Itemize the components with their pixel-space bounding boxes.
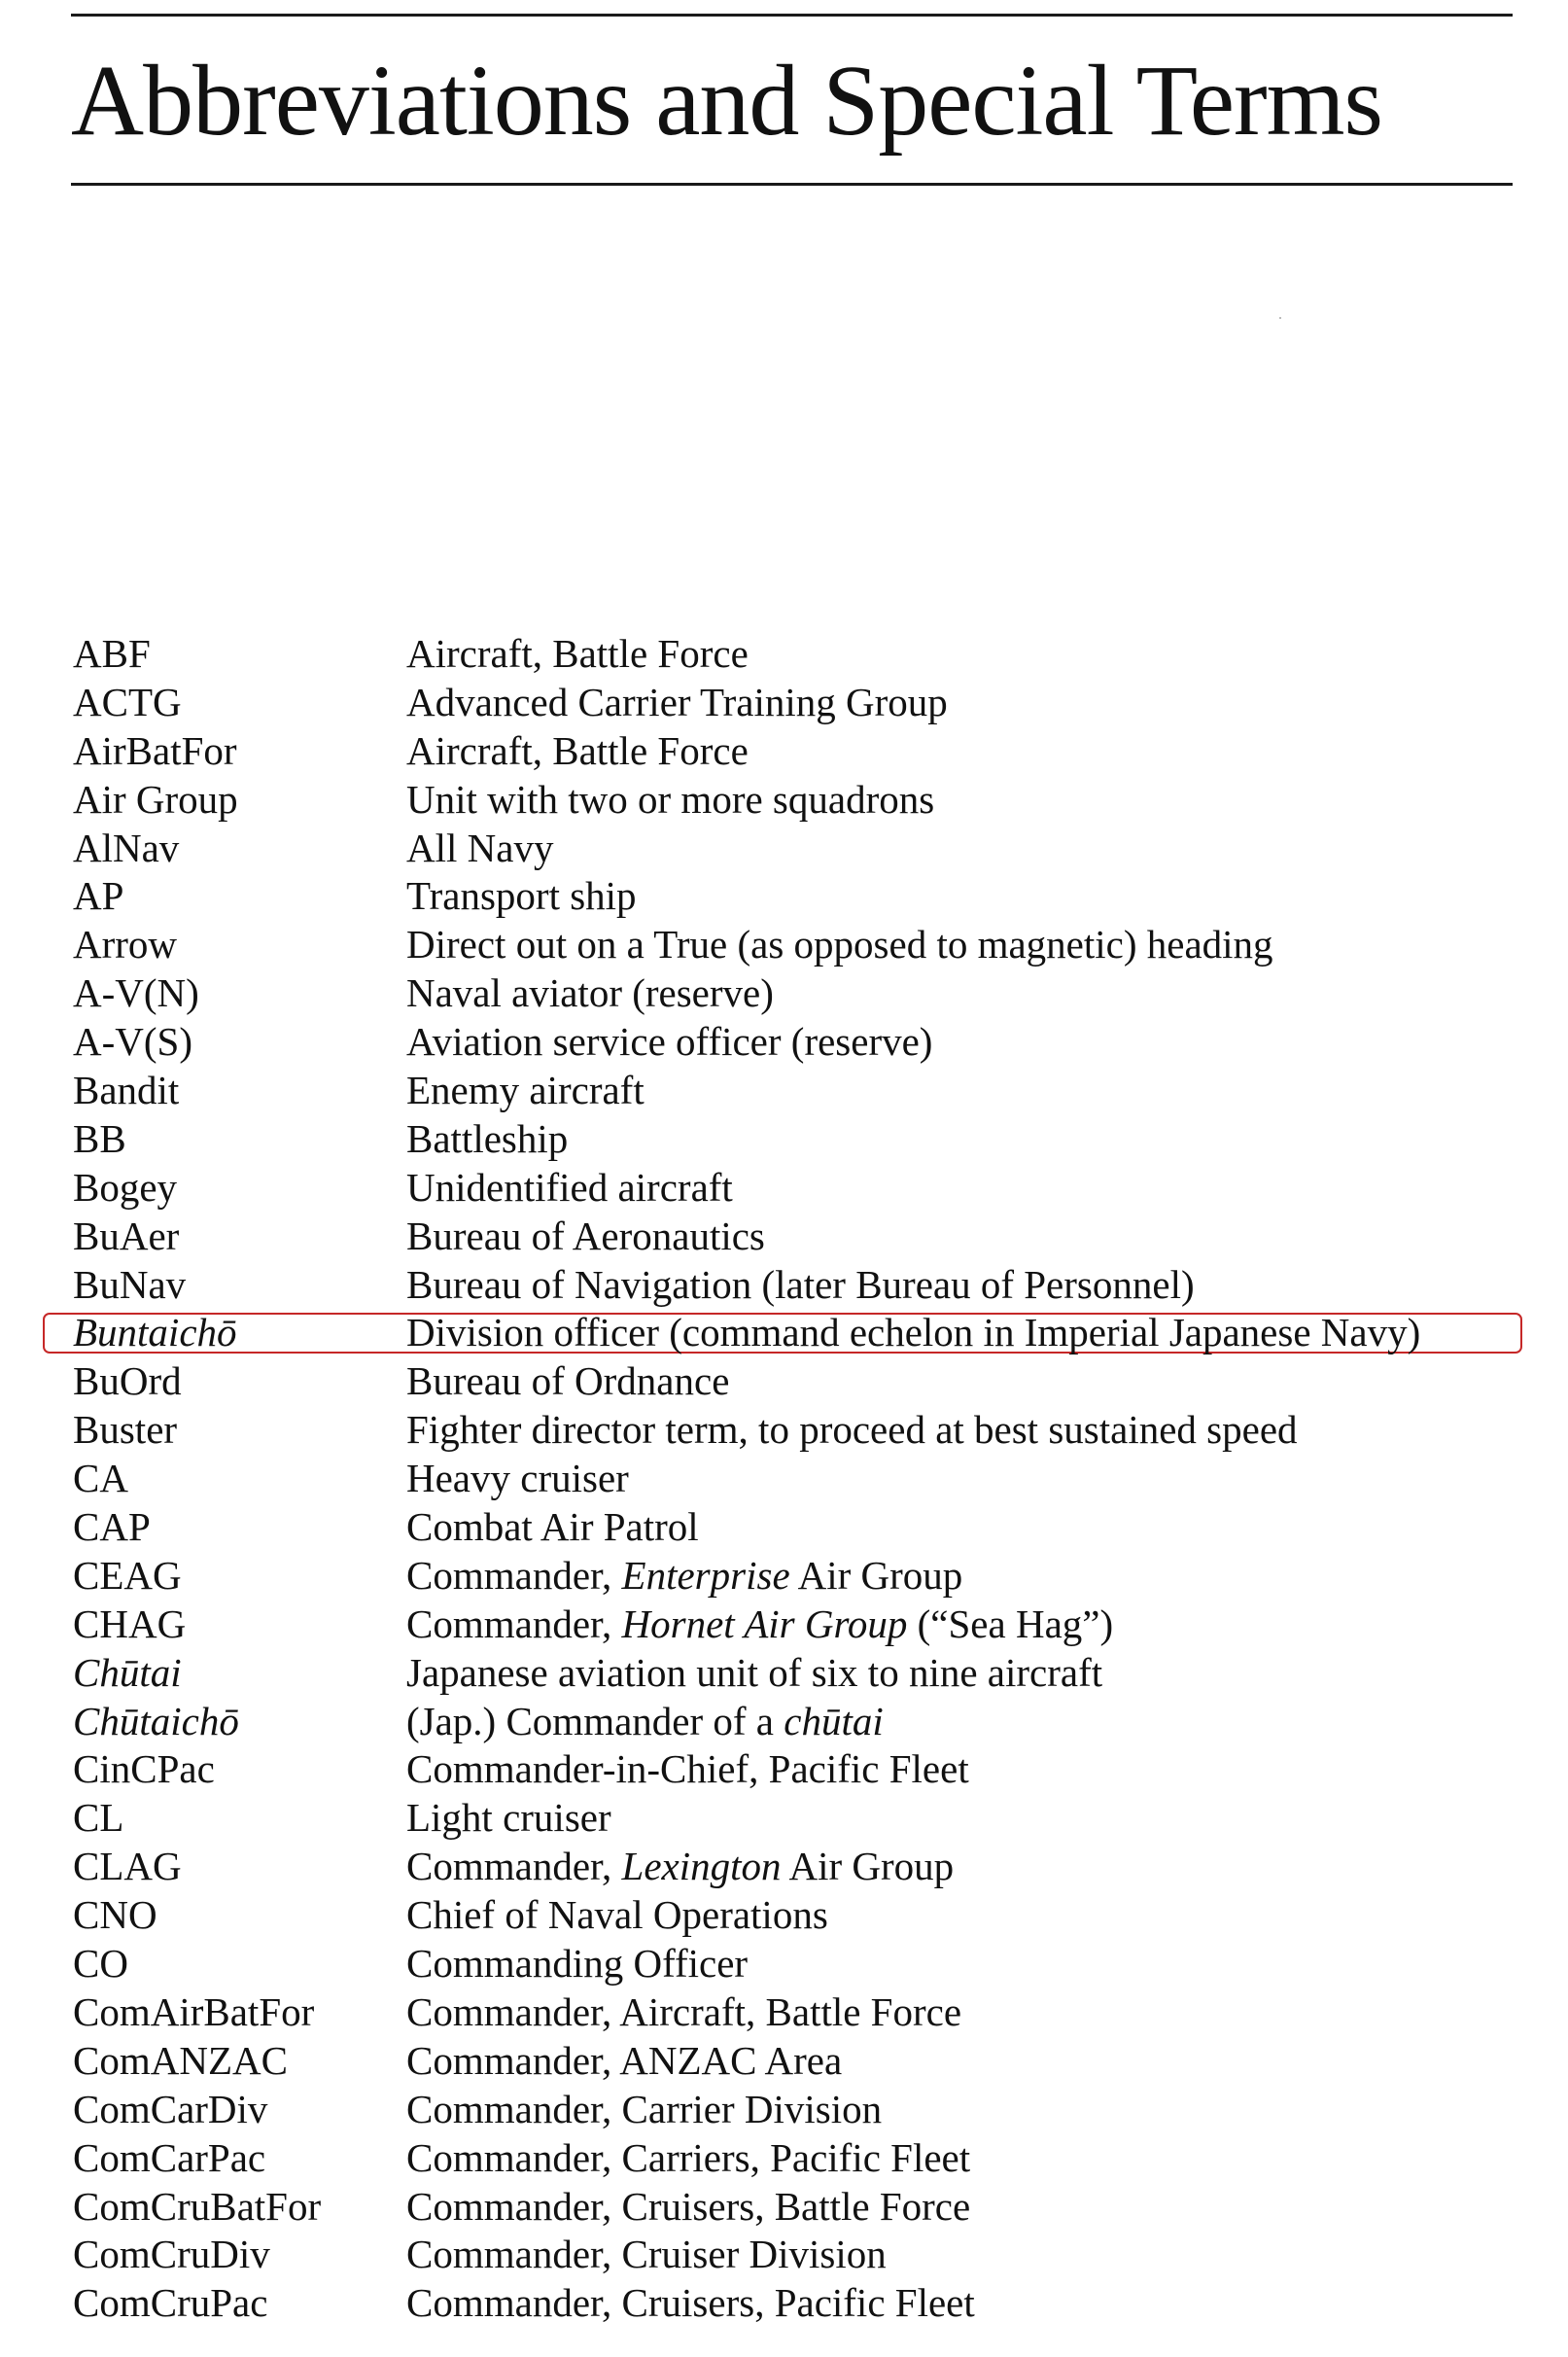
glossary-term: CO: [73, 1941, 128, 1987]
glossary-definition: Japanese aviation unit of six to nine aircraft: [406, 1649, 1103, 1695]
glossary-entry: [0, 1988, 1568, 2037]
glossary-definition: Chief of Naval Operations: [406, 1892, 828, 1938]
glossary-entry: [0, 2086, 1568, 2134]
glossary-definition: Heavy cruiser: [406, 1456, 629, 1501]
page-title: Abbreviations and Special Terms: [71, 45, 1383, 157]
glossary-entry: [0, 630, 1568, 679]
glossary-term: AlNav: [73, 825, 180, 870]
glossary-definition: [406, 1843, 954, 1891]
glossary-term: Arrow: [73, 922, 178, 967]
glossary-entry: [0, 679, 1568, 727]
glossary-entry: [0, 1455, 1568, 1503]
glossary-entry: [0, 1357, 1568, 1406]
glossary-definition: Aircraft, Battle Force: [406, 727, 749, 773]
glossary-definition: Bureau of Aeronautics: [406, 1213, 765, 1258]
glossary-term: Buster: [73, 1407, 178, 1453]
glossary-definition: Commander, ANZAC Area: [406, 2037, 843, 2083]
glossary-term: AP: [73, 873, 124, 919]
glossary-entry: [0, 1503, 1568, 1552]
glossary-entry: [0, 2037, 1568, 2086]
glossary-definition: Aircraft, Battle Force: [406, 631, 749, 676]
glossary-entry: [0, 1309, 1568, 1357]
glossary-definition: Fighter director term, to proceed at best sustained speed: [406, 1407, 1298, 1453]
glossary-term: Chūtaichō: [73, 1698, 239, 1743]
glossary-term: Buntaichō: [73, 1310, 237, 1355]
glossary-definition: Commander, Carriers, Pacific Fleet: [406, 2134, 971, 2180]
glossary-term: Air Group: [73, 776, 238, 822]
glossary-definition: Enemy aircraft: [406, 1068, 645, 1113]
glossary-entry: [0, 1745, 1568, 1794]
glossary-definition: [406, 1698, 884, 1746]
glossary-entry: [0, 1018, 1568, 1067]
glossary-entry: [0, 776, 1568, 825]
glossary-definition: Combat Air Patrol: [406, 1504, 699, 1550]
glossary-term: A-V(N): [73, 970, 199, 1016]
glossary-definition: Commander, Aircraft, Battle Force: [406, 1988, 962, 2034]
glossary-definition: [406, 1601, 1113, 1649]
glossary-term: ComCruPac: [73, 2280, 268, 2326]
glossary-term: ComANZAC: [73, 2037, 288, 2083]
glossary-term: BB: [73, 1115, 126, 1161]
glossary-list: [0, 630, 1568, 2328]
definition-part: (Jap.) Commander of a: [406, 1698, 784, 1743]
glossary-term: BuAer: [73, 1213, 180, 1258]
definition-part: Air Group: [781, 1844, 955, 1889]
glossary-entry: [0, 1213, 1568, 1261]
glossary-entry: [0, 969, 1568, 1018]
glossary-entry: [0, 2279, 1568, 2328]
glossary-term: CL: [73, 1795, 124, 1841]
glossary-entry: [0, 2183, 1568, 2232]
glossary-term: Bogey: [73, 1164, 178, 1210]
glossary-definition: Division officer (command echelon in Imperial Japanese Navy): [406, 1310, 1421, 1355]
glossary-definition: Light cruiser: [406, 1795, 611, 1841]
glossary-term: CLAG: [73, 1844, 182, 1889]
glossary-term: CHAG: [73, 1601, 187, 1646]
glossary-entry: [0, 1601, 1568, 1649]
glossary-definition: Commanding Officer: [406, 1941, 749, 1987]
glossary-entry: [0, 1552, 1568, 1601]
glossary-entry: [0, 1698, 1568, 1746]
definition-part: Enterprise: [621, 1552, 790, 1598]
glossary-entry: [0, 1891, 1568, 1940]
glossary-definition: Commander-in-Chief, Pacific Fleet: [406, 1746, 969, 1792]
glossary-term: CNO: [73, 1892, 157, 1938]
glossary-definition: Bureau of Navigation (later Bureau of Personnel): [406, 1261, 1195, 1307]
definition-part: Hornet Air Group: [621, 1601, 908, 1646]
glossary-definition: Advanced Carrier Training Group: [406, 679, 948, 724]
title-underline-rule: [71, 183, 1513, 186]
glossary-term: ABF: [73, 631, 151, 676]
glossary-term: Chūtai: [73, 1649, 182, 1695]
glossary-entry: [0, 1794, 1568, 1843]
glossary-term: ComCruDiv: [73, 2232, 270, 2277]
top-rule: [71, 14, 1513, 17]
glossary-term: ComAirBatFor: [73, 1988, 315, 2034]
glossary-definition: Commander, Cruisers, Pacific Fleet: [406, 2280, 975, 2326]
glossary-entry: [0, 727, 1568, 776]
glossary-term: A-V(S): [73, 1019, 192, 1065]
glossary-definition: [406, 1552, 962, 1601]
scan-speck: [1279, 317, 1281, 319]
glossary-term: BuNav: [73, 1261, 187, 1307]
glossary-entry: [0, 921, 1568, 969]
glossary-entry: [0, 872, 1568, 921]
glossary-entry: [0, 1115, 1568, 1164]
glossary-entry: [0, 1164, 1568, 1213]
glossary-entry: [0, 1649, 1568, 1698]
glossary-term: CA: [73, 1456, 128, 1501]
glossary-entry: [0, 1261, 1568, 1310]
glossary-definition: Commander, Carrier Division: [406, 2086, 883, 2131]
glossary-term: AirBatFor: [73, 727, 237, 773]
glossary-definition: Aviation service officer (reserve): [406, 1019, 933, 1065]
glossary-entry: [0, 825, 1568, 873]
glossary-definition: Bureau of Ordnance: [406, 1358, 730, 1404]
glossary-entry: [0, 1940, 1568, 1988]
glossary-definition: All Navy: [406, 825, 554, 870]
glossary-entry: [0, 1067, 1568, 1115]
glossary-term: Bandit: [73, 1068, 180, 1113]
glossary-definition: Battleship: [406, 1115, 569, 1161]
glossary-term: ComCruBatFor: [73, 2183, 322, 2229]
glossary-entry: [0, 1406, 1568, 1455]
definition-part: chūtai: [784, 1698, 884, 1743]
definition-part: Commander,: [406, 1552, 622, 1598]
glossary-term: ComCarPac: [73, 2134, 266, 2180]
glossary-term: BuOrd: [73, 1358, 182, 1404]
glossary-definition: Transport ship: [406, 873, 637, 919]
glossary-definition: Unit with two or more squadrons: [406, 776, 935, 822]
glossary-entry: [0, 1843, 1568, 1891]
glossary-definition: Commander, Cruisers, Battle Force: [406, 2183, 971, 2229]
definition-part: Lexington: [621, 1844, 782, 1889]
glossary-entry: [0, 2231, 1568, 2279]
glossary-definition: Direct out on a True (as opposed to magnetic) heading: [406, 922, 1273, 967]
definition-part: Commander,: [406, 1601, 622, 1646]
definition-part: Air Group: [789, 1552, 963, 1598]
glossary-definition: Naval aviator (reserve): [406, 970, 774, 1016]
glossary-term: CinCPac: [73, 1746, 215, 1792]
glossary-term: CAP: [73, 1504, 151, 1550]
glossary-term: ACTG: [73, 679, 182, 724]
definition-part: (“Sea Hag”): [907, 1601, 1114, 1646]
definition-part: Commander,: [406, 1844, 622, 1889]
glossary-definition: Commander, Cruiser Division: [406, 2232, 887, 2277]
glossary-term: ComCarDiv: [73, 2086, 268, 2131]
glossary-entry: [0, 2134, 1568, 2183]
glossary-definition: Unidentified aircraft: [406, 1164, 733, 1210]
glossary-term: CEAG: [73, 1552, 182, 1598]
